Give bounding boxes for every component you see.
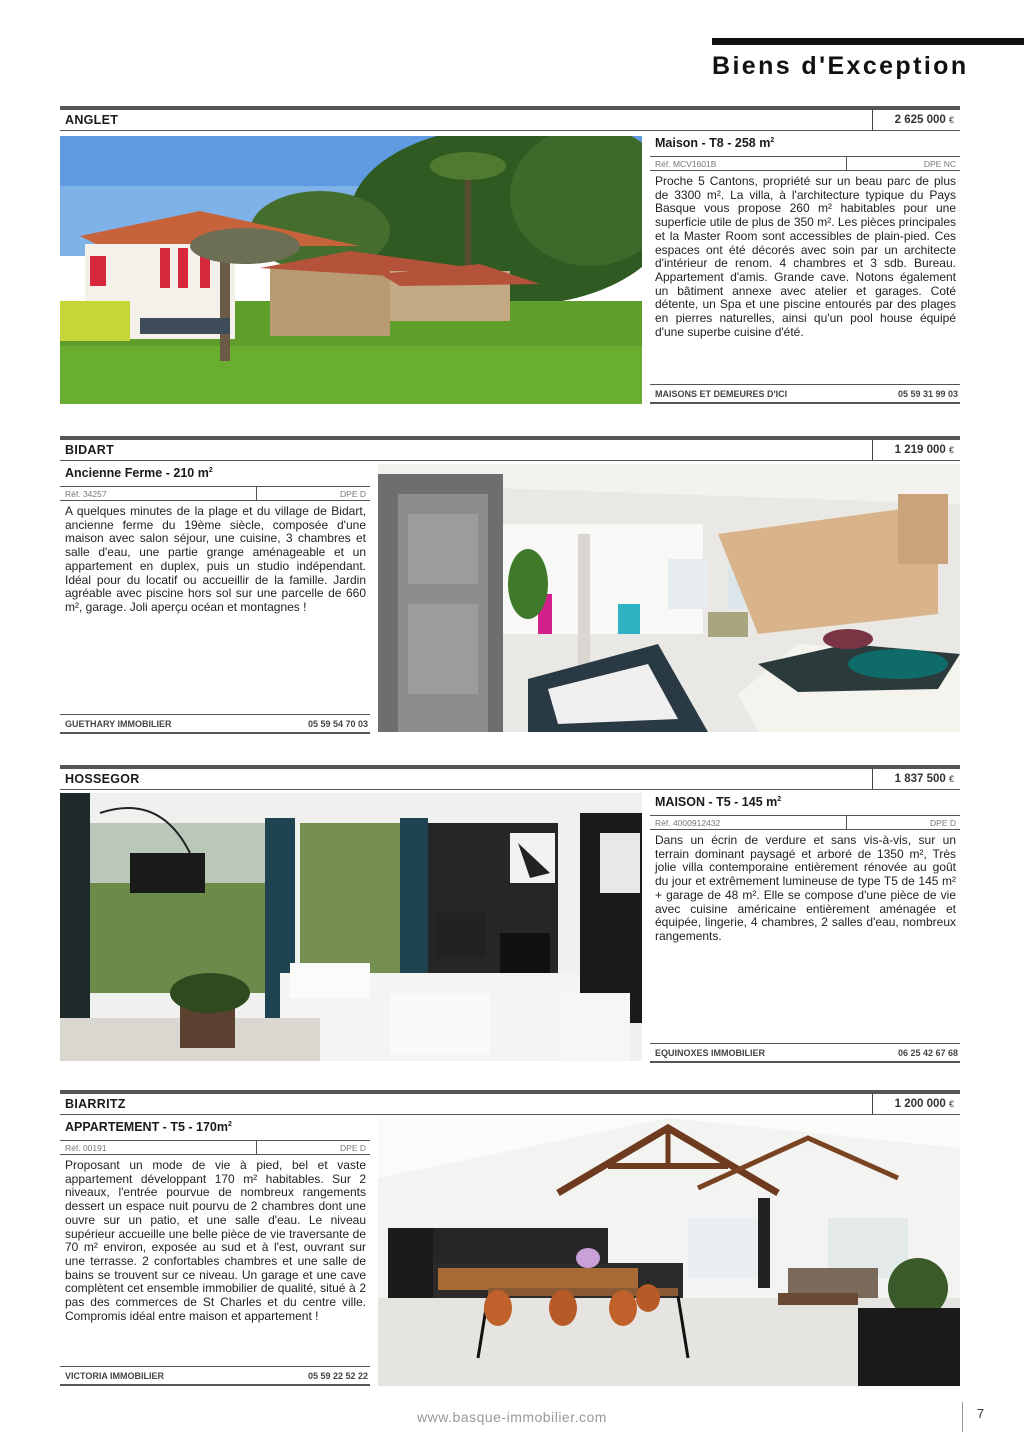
dpe-rating: DPE D <box>930 818 956 828</box>
reference: Réf. 00191 <box>65 1143 107 1153</box>
header-rule-bottom <box>60 460 960 461</box>
listing-anglet <box>60 106 960 406</box>
header-bar <box>712 38 1024 45</box>
listing-city: BIARRITZ <box>65 1097 126 1111</box>
property-type: MAISON - T5 - 145 $m^2$ <box>655 795 782 809</box>
reference: Réf. 34257 <box>65 489 107 499</box>
reference: Réf. MCV1601B <box>655 159 717 169</box>
header-rule-bottom <box>60 130 960 131</box>
agency-footer <box>60 1366 370 1386</box>
agency-footer <box>650 384 960 404</box>
listing-city: HOSSEGOR <box>65 772 140 786</box>
listing-info <box>60 464 370 734</box>
listing-hossegor <box>60 765 960 1065</box>
website-link[interactable]: www.basque-immobilier.com <box>417 1409 607 1425</box>
property-type: Ancienne Ferme - 210 $m^2$ <box>65 466 213 480</box>
listing-info <box>60 1118 370 1386</box>
listing-price: 1 200 000 € <box>872 1094 960 1114</box>
page-number: 7 <box>962 1402 998 1432</box>
listing-price: 1 219 000 € <box>872 440 960 460</box>
dpe-rating: DPE NC <box>923 159 956 169</box>
dpe-rating: DPE D <box>340 1143 366 1153</box>
agency-footer <box>60 714 370 734</box>
property-photo[interactable] <box>378 1118 960 1386</box>
property-photo[interactable] <box>60 136 642 404</box>
header-rule <box>60 1090 960 1094</box>
dpe-rating: DPE D <box>340 489 366 499</box>
header-rule <box>60 106 960 110</box>
header-rule <box>60 765 960 769</box>
agency-name[interactable]: EQUINOXES IMMOBILIER <box>655 1048 766 1058</box>
agency-phone[interactable]: 06 25 42 67 68 <box>897 1048 958 1058</box>
agency-phone[interactable]: 05 59 31 99 03 <box>897 389 958 399</box>
agency-name[interactable]: MAISONS ET DEMEURES D'ICI <box>655 389 788 399</box>
listing-biarritz <box>60 1090 960 1390</box>
listing-info <box>650 793 960 1063</box>
agency-footer <box>650 1043 960 1063</box>
reference-row <box>60 1140 370 1155</box>
listing-price: 2 625 000 € <box>872 110 960 130</box>
listing-city: BIDART <box>65 443 115 457</box>
reference-row <box>650 156 960 171</box>
agency-name[interactable]: GUETHARY IMMOBILIER <box>65 719 172 729</box>
agency-name[interactable]: VICTORIA IMMOBILIER <box>65 1371 164 1381</box>
property-type: APPARTEMENT - $T5 - 170m^2$ <box>65 1120 232 1134</box>
listing-info <box>650 134 960 404</box>
description: Proche 5 Cantons, propriété sur un beau parc de plus de 3300 m². La villa, à l'architecture typique du Pays Basque vous propose 260 m² habitables pour une superficie utile de plus de 350 m². Les pièces principales et la Master Room sont accessibles de plain-pied. Ces espaces ont été décorés avec soin par un architecte d'intérieur de renom. 4 chambres et 3 sdb. Bureau. Appartement d'amis. Grande cave. Notons également un bâtiment annexe avec atelier et garages. Coté détente, un Spa et une piscine entourés par des plages en pierres naturelles, ainsi qu'un pool house équipé d'une superbe cuisine d'été. <box>655 174 956 339</box>
agency-phone[interactable]: 05 59 22 52 22 <box>307 1371 368 1381</box>
property-type: Maison - T8 - 258 $m^2$ <box>655 136 775 150</box>
header-rule-bottom <box>60 789 960 790</box>
property-photo[interactable] <box>60 793 642 1061</box>
header-rule-bottom <box>60 1114 960 1115</box>
header-rule <box>60 436 960 440</box>
agency-phone[interactable]: 05 59 54 70 03 <box>307 719 368 729</box>
reference: Réf. 4000912432 <box>655 818 721 828</box>
description: Proposant un mode de vie à pied, bel et vaste appartement développant 170 m² habitables. Sur 2 niveaux, l'entrée pourvue de nombreux rangements dessert un espace nuit pourvu de 2 chambres dont une ouvre sur un patio, et une salle d'eau. Le niveau supérieur accueille une belle pièce de vie traversante de 70 m² environ, exposée au sud et à l'est, ouvrant sur une terrasse. 2 confortables chambres et une salle de bains se trouvent sur ce niveau. Un garage et une cave complètent cet ensemble immobilier de qualité, situé à 2 pas des commerces de St Charles et du centre ville. Compromis idéal entre maison et appartement ! <box>65 1158 366 1323</box>
description: Dans un écrin de verdure et sans vis-à-vis, sur un terrain dominant paysagé et arboré de 1350 m², Très jolie villa contemporaine entièrement rénovée au goût du jour et extrêmement lumineuse de type T5 de 145 m² + garage de 48 m². Elle se compose d'une pièce de vie avec cuisine américaine entièrement aménagée et équipée, lingerie, 4 chambres, 2 salles d'eau, nombreux rangements. <box>655 833 956 943</box>
reference-row <box>650 815 960 830</box>
property-photo[interactable] <box>378 464 960 732</box>
description: A quelques minutes de la plage et du village de Bidart, ancienne ferme du 19ème siècle, composée d'une maison avec salon séjour, une cuisine, 3 chambres et salle d'eau, une partie grange aménageable et un appartement en duplex, puis un studio indépendant. Idéal pour du locatif ou accueillir de la famille. Jardin agréable avec piscine hors sol sur une parcelle de 660 m², garage. Joli aperçu océan et montagnes ! <box>65 504 366 614</box>
listing-bidart <box>60 436 960 736</box>
reference-row <box>60 486 370 501</box>
listing-price: 1 837 500 € <box>872 769 960 789</box>
listing-city: ANGLET <box>65 113 119 127</box>
page-title: Biens d'Exception <box>712 52 969 80</box>
